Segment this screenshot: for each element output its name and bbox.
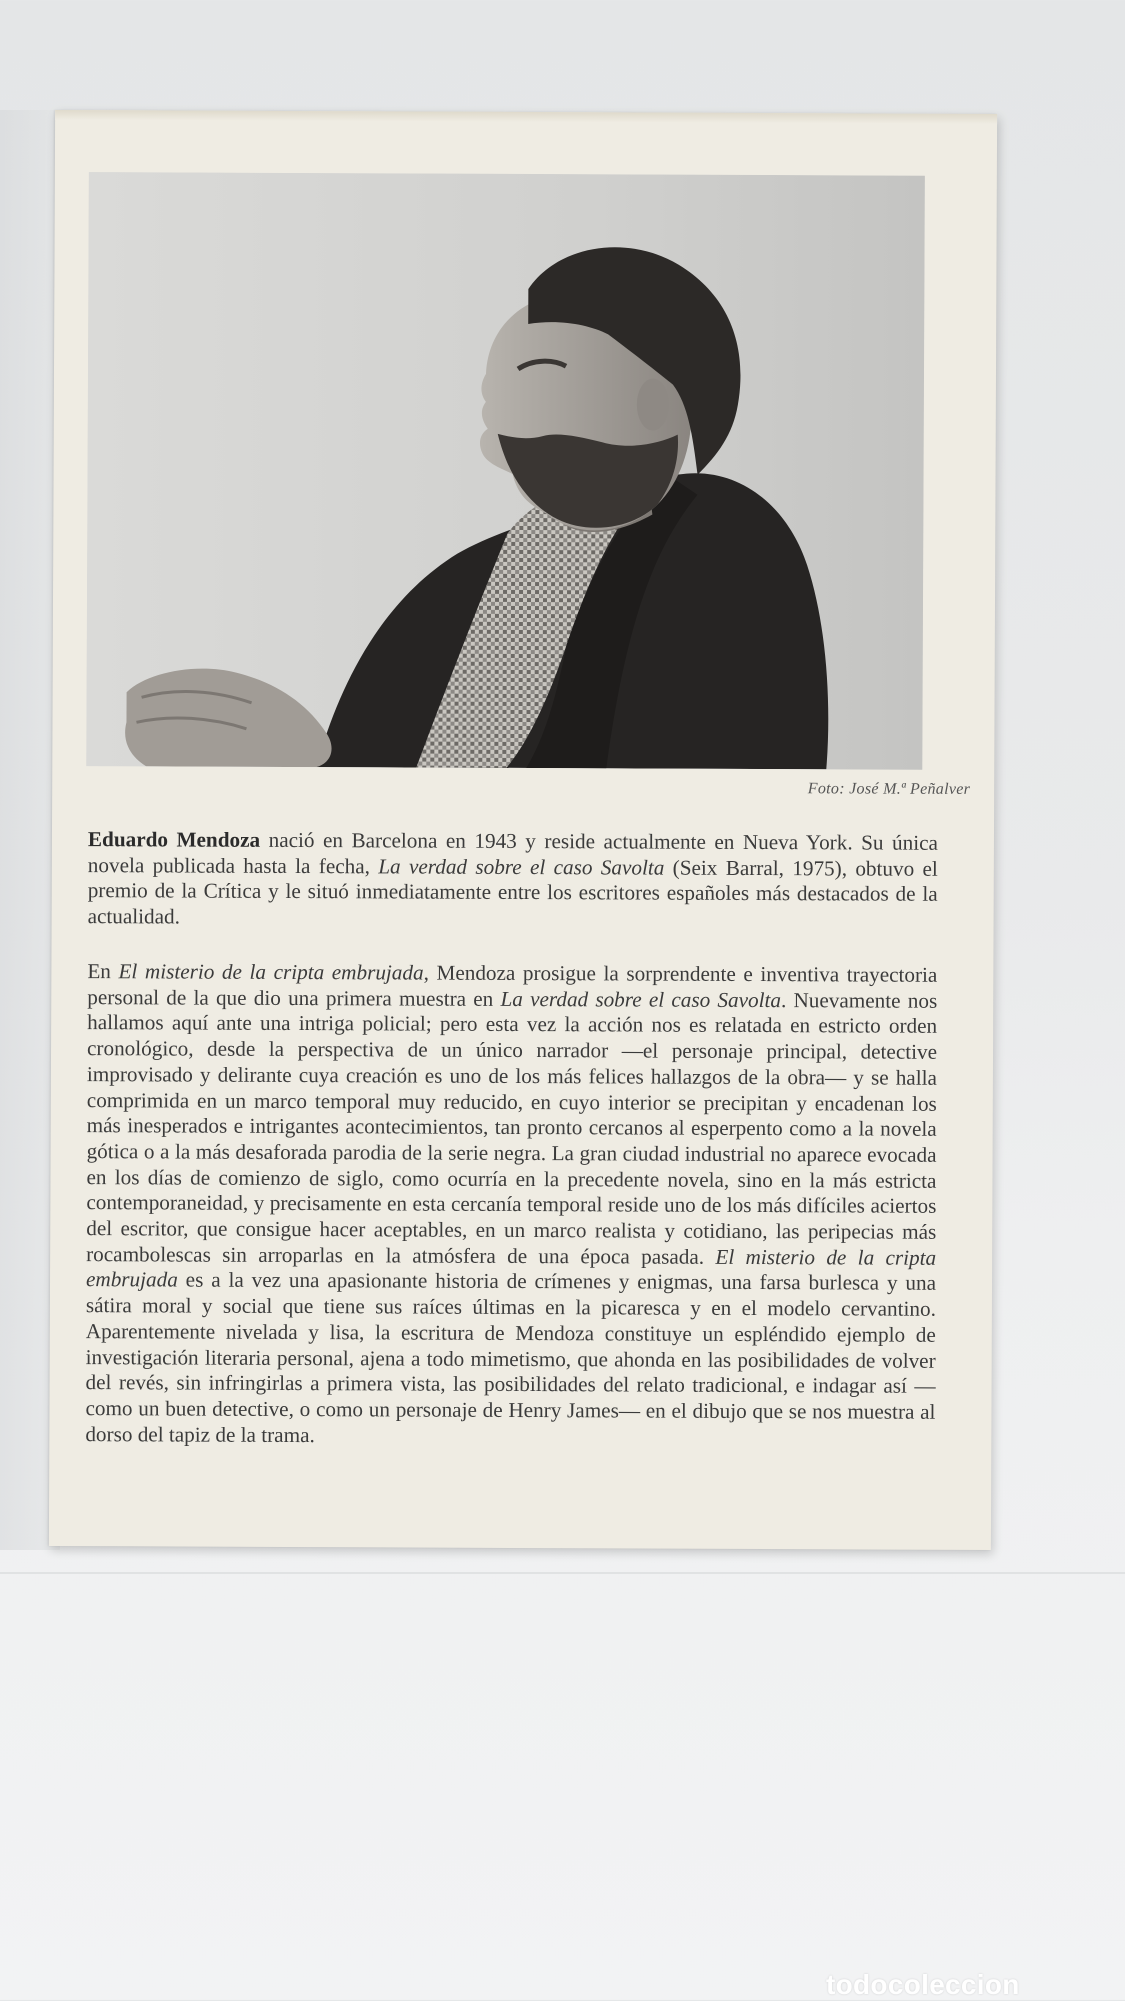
book-title-cripta: El misterio de la cripta embrujada [118, 959, 424, 985]
photo-credit: Foto: José M.ª Peñalver [807, 780, 971, 798]
book-title-savolta-2: La verdad sobre el caso Savolta [500, 986, 782, 1012]
watermark-logo: todocoleccion [826, 1969, 1020, 2000]
author-portrait-illustration [86, 172, 925, 770]
author-name: Eduardo Mendoza [87, 827, 261, 852]
book-back-cover [49, 110, 997, 1550]
author-photo [86, 172, 925, 770]
author-bio: Eduardo Mendoza nació en Barcelona en 1943 y reside actualmente en Nueva York. Su única novela publicada hasta la fecha, La verdad sobre el caso Savolta (Seix Barral, 1975), obtuvo el premio de la Crítica y le situó inmediatamente entre los escritores españoles más destacados de la actualidad. [87, 827, 939, 929]
ear [637, 378, 669, 430]
table-edge [0, 1572, 1125, 1574]
book-title-cripta-2: El misterio de la cripta embrujada [85, 1244, 937, 1292]
book-title-savolta: La verdad sobre el caso Savolta [378, 854, 665, 880]
book-synopsis: En El misterio de la cripta embrujada, Mendoza prosigue la sorprendente e inventiva trayectoria personal de la que dio una primera muestra en La verdad sobre el caso Savolta. Nuevamente nos hallamos aquí ante una intriga policial; pero esta vez la acción nos es relatada en estricto orden cronológico, desde la perspectiva de un único narrador —el personaje principal, detective improvisado y delirante cuya creación es uno de los más felices hallazgos de la obra— y se halla comprimida en un marco temporal muy reducido, en cuyo interior se precipitan y encadenan los más inesperados e intrigantes acontecimientos, tan pronto cercanos al esperpento como a la novela gótica o a la más desaforada parodia de la serie negra. La gran ciudad industrial no aparece evocada en los días de comienzo de siglo, como ocurría en la precedente novela, sino en la más estricta contemporaneidad, y precisamente en esta cercanía temporal reside uno de los más difíciles aciertos del escritor, que consigue hacer aceptables, en un marco realista y cotidiano, las peripecias más rocambolescas sin arroparlas en la atmósfera de una época pasada. El misterio de la cripta embrujada es a la vez una apasionante historia de crímenes y enigmas, una farsa burlesca y una sátira moral y social que tiene sus raíces últimas en la picaresca y en el modelo cervantino. Aparentemente nivelada y lisa, la escritura de Mendoza constituye un espléndido ejemplo de investigación literaria personal, ajena a todo mimetismo, que ahonda en las posibilidades de volver del revés, sin infringirlas a primera vista, las posibilidades del relato tradicional, e indagar así —como un buen detective, o como un personaje de Henry James— en el dibujo que se nos muestra al dorso del tapiz de la trama. [85, 959, 938, 1447]
book-top-edge [55, 110, 997, 124]
